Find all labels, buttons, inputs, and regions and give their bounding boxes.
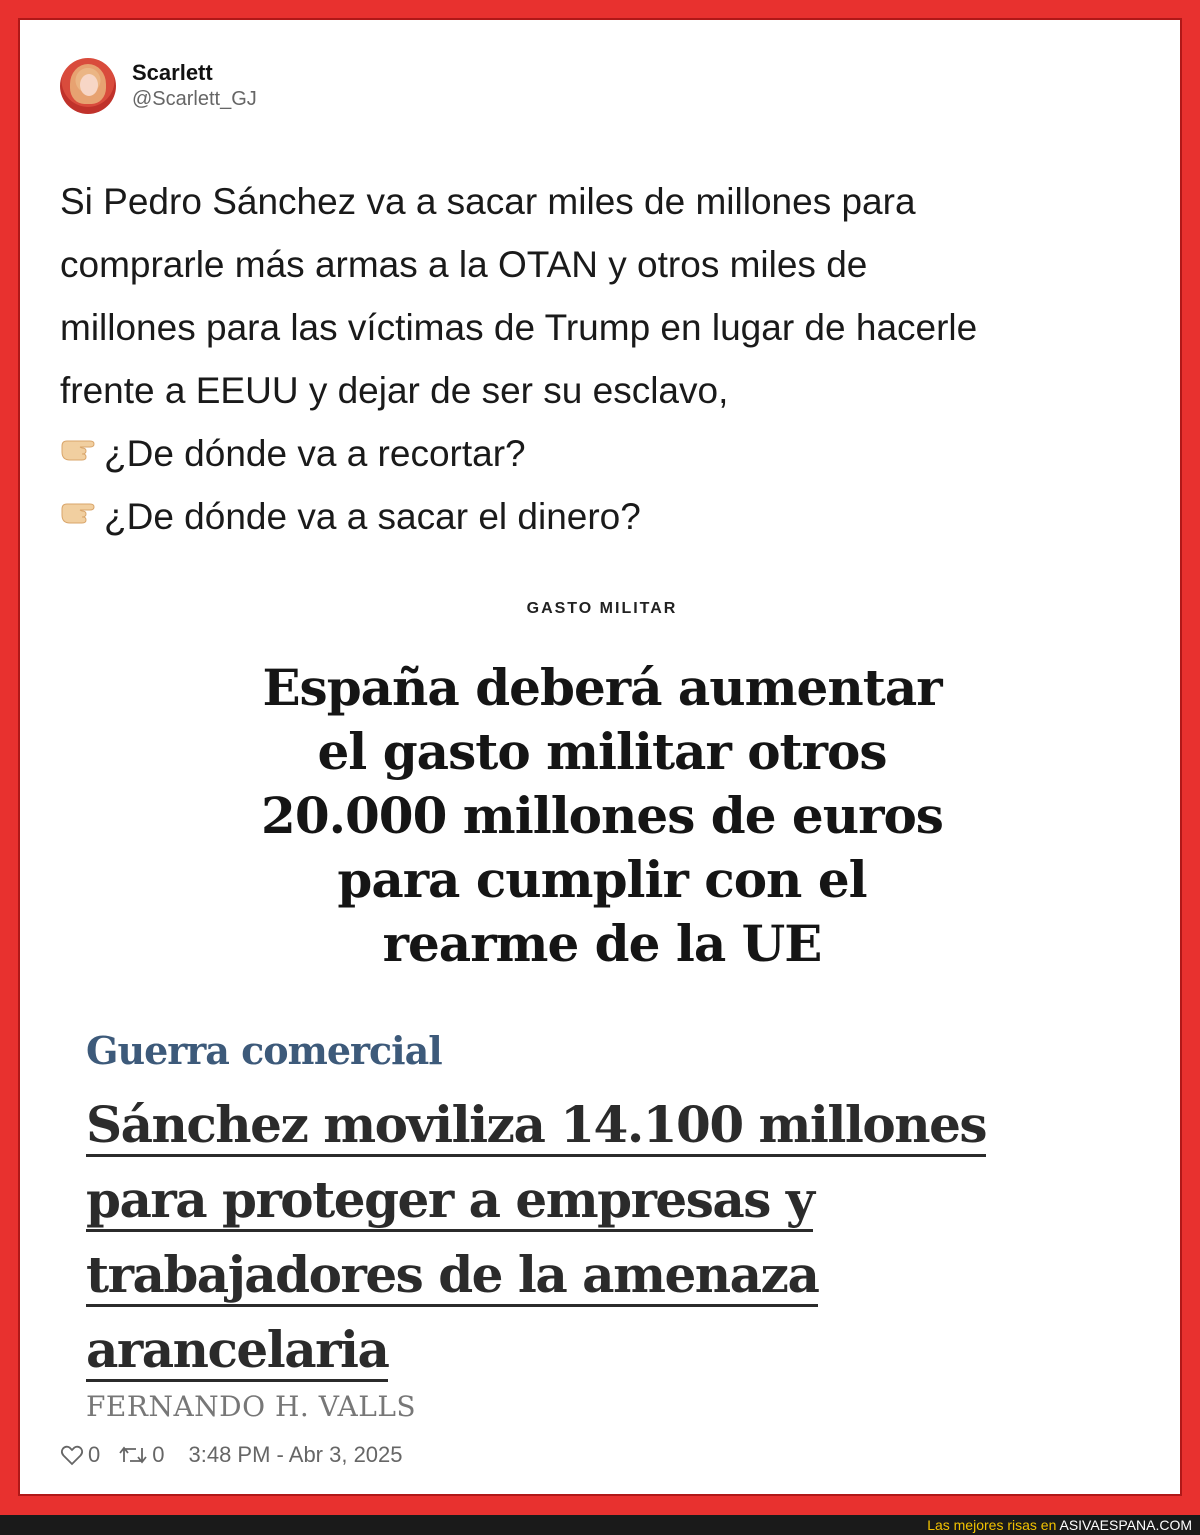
watermark-site[interactable]: ASIVAESPANA.COM (1059, 1517, 1192, 1533)
bullet-text: ¿De dónde va a sacar el dinero? (104, 496, 641, 537)
headline-line: el gasto militar otros (317, 722, 887, 781)
tweet-footer (60, 1442, 403, 1468)
retweet-icon (118, 1444, 148, 1466)
author-info (132, 60, 257, 112)
tweet-line: comprarle más armas a la OTAN y otros miles de (60, 244, 868, 285)
watermark-bar (0, 1515, 1200, 1535)
headline-line: Sánchez moviliza 14.100 millones (86, 1096, 986, 1157)
bullet-line (60, 485, 1150, 548)
tweet-text (60, 170, 1150, 548)
headline-line: 20.000 millones de euros (261, 786, 943, 845)
headline-line: rearme de la UE (382, 914, 822, 973)
headline-line: para cumplir con el (337, 850, 867, 909)
tweet-line: millones para las víctimas de Trump en lugar de hacerle (60, 307, 978, 348)
headline-line: arancelaria (86, 1321, 388, 1382)
display-name[interactable]: Scarlett (132, 60, 213, 85)
tweet-card (18, 18, 1182, 1496)
pointing-hand-icon (60, 432, 104, 462)
tweet-header (60, 58, 257, 114)
headline-line: España deberá aumentar (262, 658, 942, 717)
clipping2-byline: FERNANDO H. VALLS (86, 1390, 417, 1423)
tweet-line: Si Pedro Sánchez va a sacar miles de millones para (60, 181, 916, 222)
tweet-line: frente a EEUU y dejar de ser su esclavo, (60, 370, 729, 411)
avatar[interactable] (60, 58, 116, 114)
heart-icon (60, 1444, 84, 1466)
headline-line: para proteger a empresas y (86, 1171, 813, 1232)
clipping1-kicker: GASTO MILITAR (526, 600, 678, 617)
like-count: 0 (88, 1442, 101, 1467)
bullet-text: ¿De dónde va a recortar? (104, 433, 526, 474)
tweet-timestamp[interactable]: 3:48 PM - Abr 3, 2025 (188, 1442, 403, 1467)
pointing-hand-icon (60, 495, 104, 525)
clipping2-section: Guerra comercial (86, 1028, 442, 1073)
retweet-button[interactable] (118, 1442, 164, 1468)
clipping2-headline (86, 1090, 986, 1390)
bullet-line (60, 422, 1150, 485)
avatar-face (80, 74, 98, 96)
watermark-prefix: Las mejores risas en (927, 1517, 1057, 1533)
clipping1-headline (20, 656, 1184, 976)
headline-line: trabajadores de la amenaza (86, 1246, 818, 1307)
like-button[interactable] (60, 1442, 100, 1468)
user-handle[interactable]: @Scarlett_GJ (132, 88, 257, 110)
retweet-count: 0 (152, 1442, 165, 1467)
